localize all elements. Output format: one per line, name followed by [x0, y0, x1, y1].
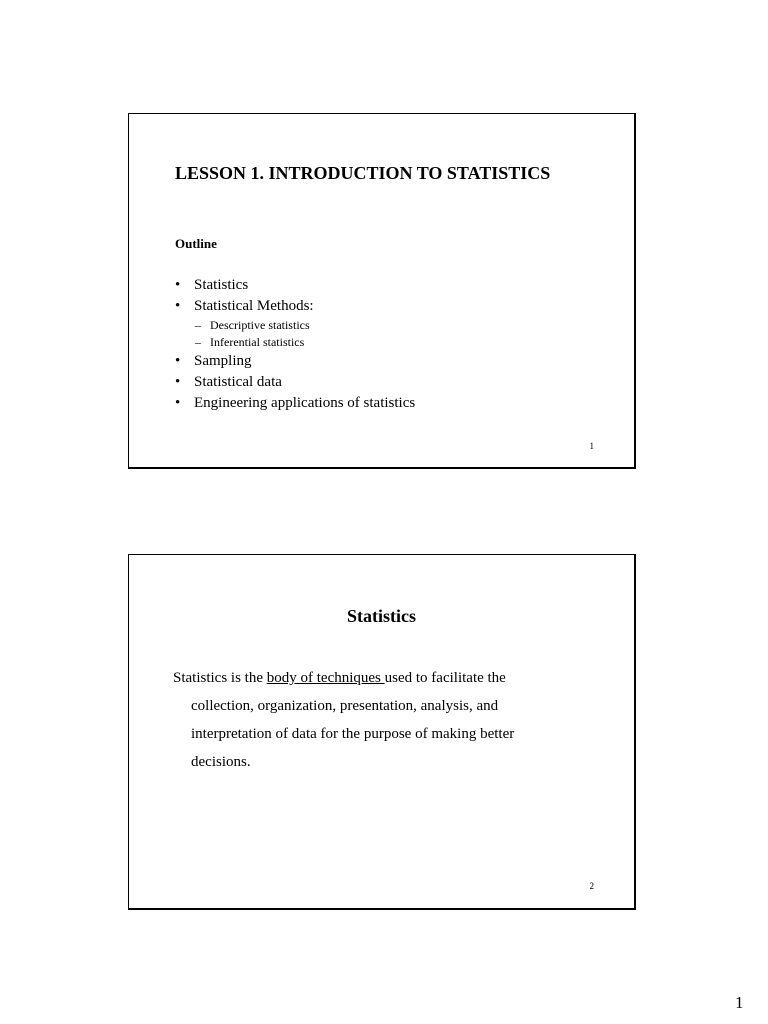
- slide-2: [128, 554, 636, 910]
- list-item-text: Statistics: [194, 277, 249, 293]
- outline-list: [175, 275, 415, 414]
- dash-icon: –: [195, 335, 201, 349]
- list-item-text: Descriptive statistics: [210, 318, 310, 332]
- list-item: [175, 275, 415, 296]
- list-item-text: Statistical Methods:: [194, 298, 314, 314]
- slide-page-number: 1: [589, 441, 594, 451]
- list-item: [175, 351, 415, 372]
- bullet-icon: •: [175, 298, 181, 314]
- list-item-text: Sampling: [194, 353, 252, 369]
- list-item: [175, 393, 415, 414]
- list-item-text: Statistical data: [194, 374, 282, 390]
- list-item-text: Engineering applications of statistics: [194, 395, 416, 411]
- outline-heading: Outline: [175, 236, 217, 251]
- list-item: [175, 372, 415, 393]
- dash-icon: –: [195, 318, 201, 332]
- definition-paragraph: [173, 664, 593, 776]
- slide-title: LESSON 1. INTRODUCTION TO STATISTICS: [175, 163, 551, 183]
- sub-list-item: [175, 317, 415, 334]
- slide-1: [128, 113, 636, 469]
- list-item-text: Inferential statistics: [210, 335, 305, 349]
- bullet-icon: •: [175, 353, 181, 369]
- paragraph-line: [173, 664, 593, 692]
- sub-list-item: [175, 334, 415, 351]
- bullet-icon: •: [175, 395, 181, 411]
- slide-title: Statistics: [347, 606, 416, 626]
- underlined-term: body of techniques: [266, 670, 385, 686]
- text-segment: Statistics is the: [173, 670, 267, 686]
- sheet-page-number: 1: [735, 993, 744, 1012]
- bullet-icon: •: [175, 374, 181, 390]
- text-segment: used to facilitate the: [384, 670, 506, 686]
- paragraph-line: decisions.: [191, 754, 251, 770]
- paragraph-line: interpretation of data for the purpose of making better: [191, 726, 515, 742]
- list-item: [175, 296, 415, 317]
- bullet-icon: •: [175, 277, 181, 293]
- slide-page-number: 2: [589, 881, 594, 891]
- paragraph-line: collection, organization, presentation, analysis, and: [191, 698, 499, 714]
